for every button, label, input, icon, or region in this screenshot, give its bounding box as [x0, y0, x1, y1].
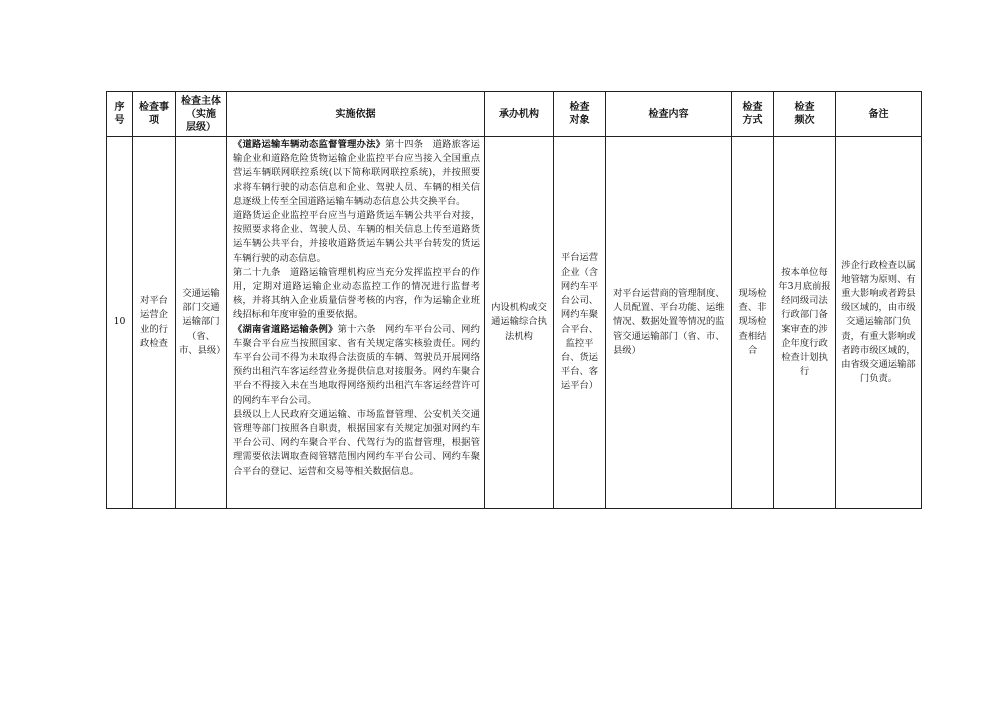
basis-regulation-title-1: 《道路运输车辆动态监督管理办法》 — [233, 139, 386, 150]
header-seq-line1: 序 — [114, 102, 125, 113]
cell-content: 对平台运营商的管理制度、人员配置、平台功能、运维情况、数据处置等情况的监管交通运输部门（省、市、县级） — [606, 137, 732, 509]
header-target-line1: 检查 — [569, 102, 590, 113]
header-frequency — [774, 92, 836, 137]
inspection-table — [106, 91, 922, 509]
header-target-line2: 对象 — [569, 115, 590, 126]
header-seq — [107, 92, 133, 137]
cell-frequency: 按本单位每年3月底前报经同级司法行政部门备案审查的涉企年度行政检查计划执行 — [774, 137, 836, 509]
header-basis: 实施依据 — [227, 92, 485, 137]
cell-method: 现场检查、非现场检查相结合 — [732, 137, 774, 509]
cell-agency: 内设机构或交通运输综合执法机构 — [485, 137, 554, 509]
header-method — [732, 92, 774, 137]
basis-paragraph-4 — [233, 323, 480, 408]
header-method-line2: 方式 — [742, 115, 763, 126]
header-item-line1: 检查事 — [139, 102, 169, 113]
header-item — [133, 92, 176, 137]
basis-text-1: 第十四条 道路旅客运输企业和道路危险货物运输企业监控平台应当接入全国重点营运车辆联网联控系统(以下简称联网联控系统)，并按照要求将车辆行驶的动态信息和企业、驾驶人员、车辆的相关信息逐级上传至全国道路运输车辆动态信息公共交换平台。 — [233, 139, 480, 207]
cell-basis — [227, 137, 485, 509]
header-subject-line3: 层级） — [186, 121, 216, 133]
cell-subject: 交通运输部门交通运输部门（省、市、县级） — [176, 137, 227, 509]
header-agency: 承办机构 — [485, 92, 554, 137]
basis-paragraph-3: 第二十九条 道路运输管理机构应当充分发挥监控平台的作用，定期对道路运输企业动态监控工作的情况进行监督考核，并将其纳入企业质量信誉考核的内容，作为运输企业班线招标和年度审验的重要依据。 — [233, 266, 480, 321]
header-subject-line2: （实施 — [186, 108, 216, 120]
basis-text-4: 第十六条 网约车平台公司、网约车聚合平台应当按照国家、省有关规定落实核验责任。网约车平台公司不得为未取得合法资质的车辆、驾驶员开展网络预约出租汽车客运经营业务提供信息对接服务。网约车聚合平台不得接入未在当地取得网络预约出租汽车客运经营许可的网约车平台公司。 — [233, 323, 480, 406]
table-header-row — [107, 92, 922, 137]
header-subject-line1: 检查主体 — [181, 95, 221, 107]
header-target — [554, 92, 606, 137]
header-frequency-line2: 频次 — [794, 115, 815, 126]
header-content: 检查内容 — [606, 92, 732, 137]
table-row — [107, 137, 922, 509]
cell-target: 平台运营企业（含网约车平台公司、网约车聚合平台、监控平台、货运平台、客运平台） — [554, 137, 606, 509]
basis-paragraph-1 — [233, 138, 480, 209]
header-item-line2: 项 — [149, 115, 159, 126]
cell-remarks: 涉企行政检查以属地管辖为原则、有重大影响或者跨县级区域的，由市级交通运输部门负责，有重大影响或者跨市级区域的，由省级交通运输部门负责。 — [836, 137, 922, 509]
basis-paragraph-2: 道路货运企业监控平台应当与道路货运车辆公共平台对接，按照要求将企业、驾驶人员、车辆的相关信息上传至道路货运车辆公共平台，并接收道路货运车辆公共平台转发的货运车辆行驶的动态信息。 — [233, 210, 480, 264]
cell-item: 对平台运营企业的行政检查 — [133, 137, 176, 509]
cell-seq: 10 — [107, 137, 133, 509]
header-seq-line2: 号 — [114, 115, 125, 126]
header-subject — [176, 92, 227, 137]
basis-paragraph-5: 县级以上人民政府交通运输、市场监督管理、公安机关交通管理等部门按照各自职责，根据国家有关规定加强对网约车平台公司、网约车聚合平台、代驾行为的监督管理，根据管理需要依法调取查阅管辖范围内网约车平台公司、网约车聚合平台的登记、运营和交易等相关数据信息。 — [233, 408, 480, 477]
header-remarks: 备注 — [836, 92, 922, 137]
header-method-line1: 检查 — [742, 102, 763, 113]
basis-regulation-title-2: 《湖南省道路运输条例》 — [233, 323, 338, 335]
header-frequency-line1: 检查 — [794, 102, 815, 113]
